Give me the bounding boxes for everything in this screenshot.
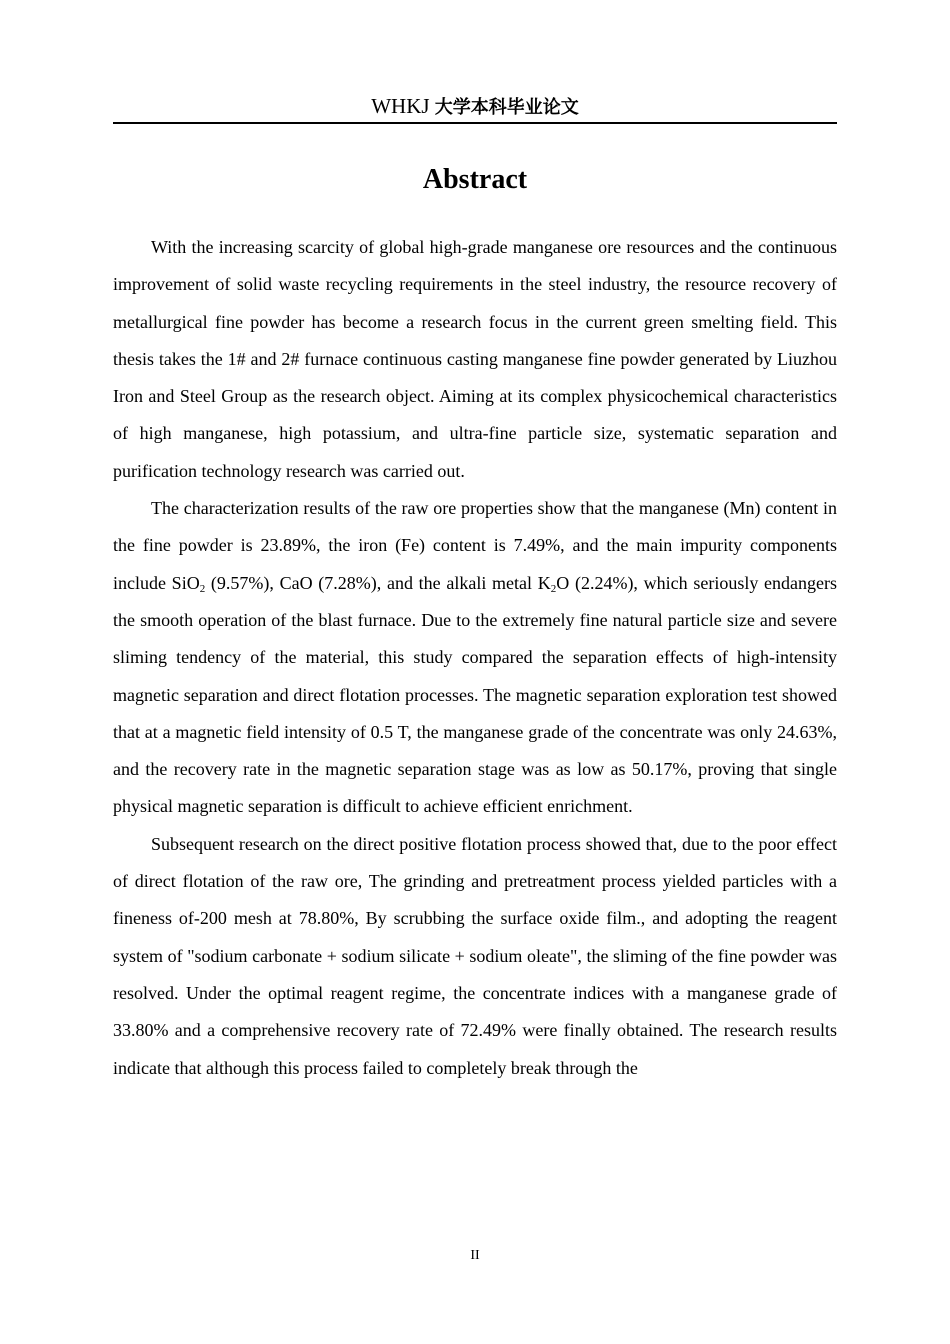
- page-header: [113, 93, 837, 124]
- page-number: II: [470, 1248, 480, 1263]
- paragraph-2-part-b: (9.57%), CaO (7.28%), and the alkali metal K: [205, 572, 551, 593]
- header-latin: WHKJ: [371, 94, 435, 118]
- paragraph-3: Subsequent research on the direct positive flotation process showed that, due to the poor effect of direct flotation of the raw ore, The grinding and pretreatment process yielded particles with a fineness of-200 mesh at 78.80%, By scrubbing the surface oxide film., and adopting the reagent system of "sodium carbonate + sodium silicate + sodium oleate", the sliming of the fine powder was resolved. Under the optimal reagent regime, the concentrate indices with a manganese grade of 33.80% and a comprehensive recovery rate of 72.49% were finally obtained. The research results indicate that although this process failed to completely break through the: [113, 833, 837, 1078]
- abstract-title: Abstract: [422, 164, 528, 195]
- paragraph-1: With the increasing scarcity of global high-grade manganese ore resources and the continuous improvement of solid waste recycling requirements in the steel industry, the resource recovery of metallurgical fine powder has become a research focus in the current green smelting field. This thesis takes the 1# and 2# furnace continuous casting manganese fine powder generated by Liuzhou Iron and Steel Group as the research object. Aiming at its complex physicochemical characteristics of high manganese, high potassium, and ultra-fine particle size, systematic separation and purification technology research was carried out.: [113, 237, 837, 481]
- abstract-body: [113, 229, 837, 1087]
- paragraph-2: [113, 490, 837, 826]
- subscript-sio2: 2: [199, 582, 206, 595]
- paragraph-2-part-c: O (2.24%), which seriously endangers the smooth operation of the blast furnace. Due to the extremely fine natural particle size and severe sliming tendency of the material, this study compared the separation effects of high-intensity magnetic separation and direct flotation processes. The magnetic separation exploration test showed that at a magnetic field intensity of 0.5 T, the manganese grade of the concentrate was only 24.63%, and the recovery rate in the magnetic separation stage was as low as 50.17%, proving that single physical magnetic separation is difficult to achieve efficient enrichment.: [113, 572, 838, 817]
- header-cjk: 大学本科毕业论文: [434, 97, 579, 118]
- paragraph-2-part-a: The characterization results of the raw ore properties show that the manganese (Mn) content in the fine powder is 23.89%, the iron (Fe) content is 7.49%, and the main impurity components include SiO: [113, 498, 837, 593]
- subscript-k2o: 2: [550, 582, 557, 595]
